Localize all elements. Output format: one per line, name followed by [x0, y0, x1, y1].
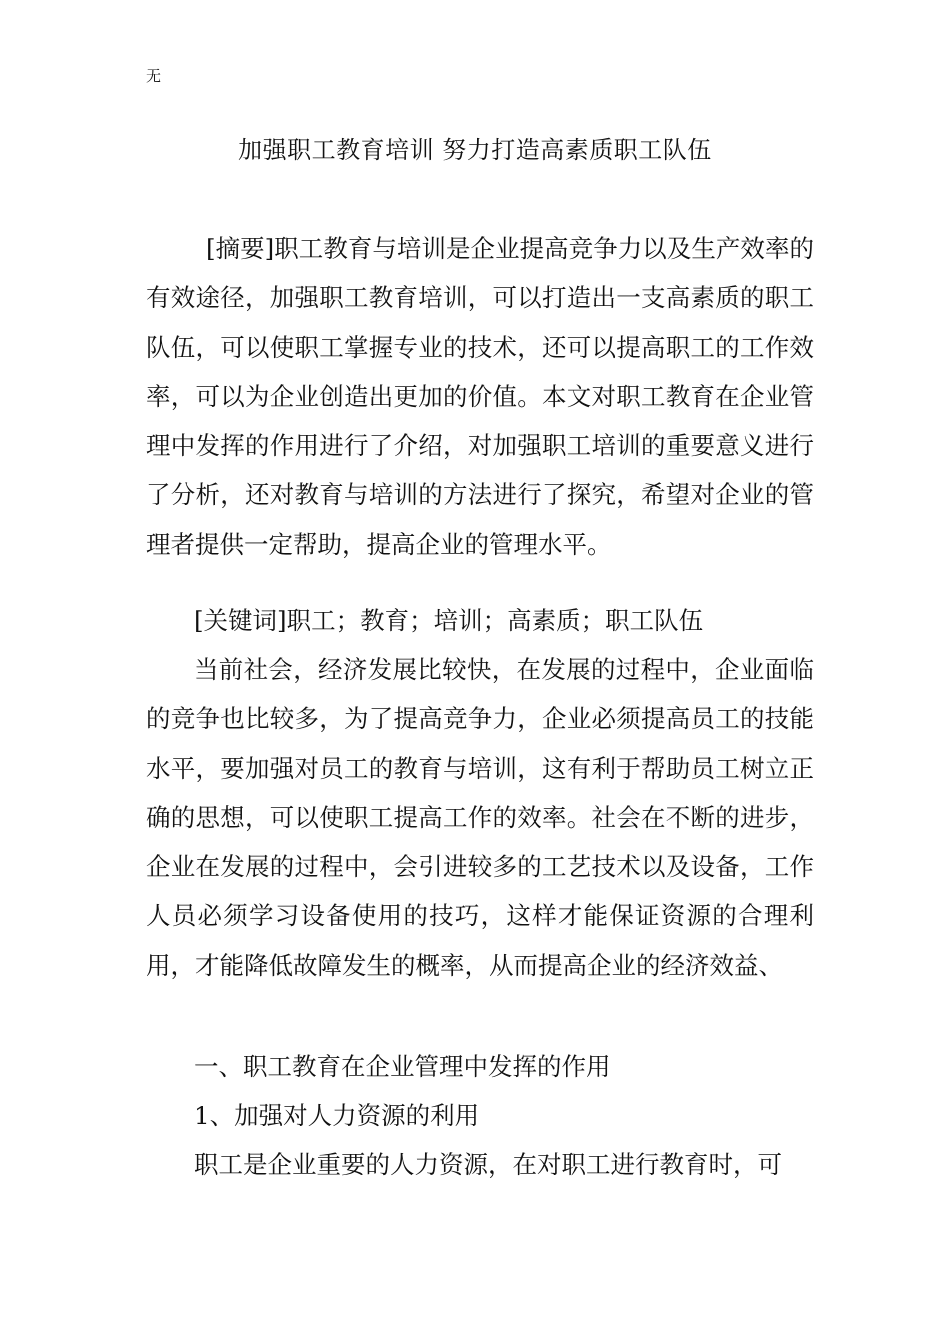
body-paragraph: 职工是企业重要的人力资源，在对职工进行教育时，可: [194, 1150, 782, 1179]
section-heading: 一、职工教育在企业管理中发挥的作用: [194, 1052, 611, 1081]
keywords-line: [关键词]职工；教育；培训；高素质；职工队伍: [194, 606, 704, 635]
header-mark: 无: [146, 67, 162, 85]
document-title: 加强职工教育培训 努力打造高素质职工队伍: [238, 136, 712, 164]
abstract-paragraph: [摘要]职工教育与培训是企业提高竞争力以及生产效率的有效途径，加强职工教育培训，可以打造出一支高素质的职工队伍，可以使职工掌握专业的技术，还可以提高职工的工作效率，可以为企业创造出更加的价值。本文对职工教育在企业管理中发挥的作用进行了介绍，对加强职工培训的重要意义进行了分析，还对教育与培训的方法进行了探究，希望对企业的管理者提供一定帮助，提高企业的管理水平。: [146, 234, 814, 559]
subsection-heading: 1、加强对人力资源的利用: [194, 1101, 480, 1130]
body-paragraph: 当前社会，经济发展比较快，在发展的过程中，企业面临的竞争也比较多，为了提高竞争力，企业必须提高员工的技能水平，要加强对员工的教育与培训，这有利于帮助员工树立正确的思想，可以使职工提高工作的效率。社会在不断的进步，企业在发展的过程中，会引进较多的工艺技术以及设备，工作人员必须学习设备使用的技巧，这样才能保证资源的合理利用，才能降低故障发生的概率，从而提高企业的经济效益、: [146, 655, 814, 980]
